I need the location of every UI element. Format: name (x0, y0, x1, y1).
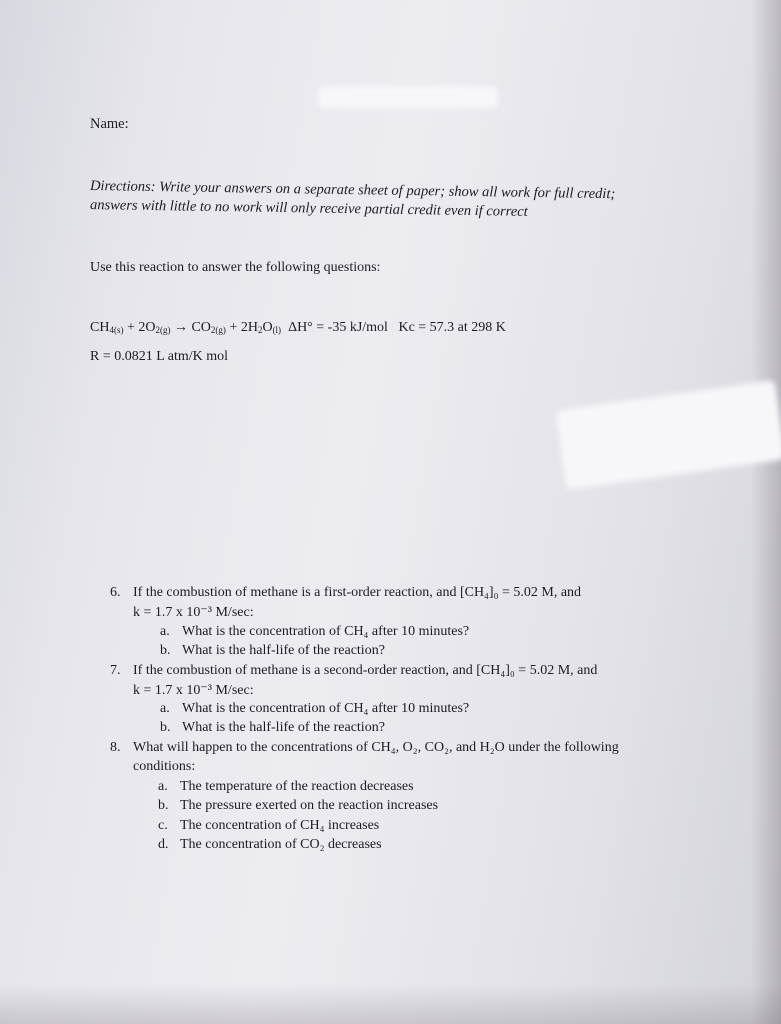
question-8d-text: The concentration of CO₂ decreases (180, 837, 382, 852)
question-7a-letter: a. (160, 701, 170, 716)
question-8-line-2: conditions: (133, 759, 196, 774)
question-8-number: 8. (110, 740, 121, 755)
question-7b-letter: b. (160, 720, 171, 735)
question-8a-text: The temperature of the reaction decreases (180, 779, 414, 794)
intro-text: Use this reaction to answer the following questions: (90, 260, 381, 275)
equilibrium-constant: Kc = 57.3 at 298 K (398, 320, 506, 335)
page-bottom-shadow (0, 984, 781, 1024)
question-7b-text: What is the half-life of the reaction? (182, 720, 385, 735)
directions-line-2: answers with little to no work will only receive partial credit even if correct (89, 197, 528, 220)
gas-constant: R = 0.0821 L atm/K mol (90, 349, 229, 364)
reaction-equation: $CH_{4(s)} + 2O_{2(g)} \to CO_{2(g)} + 2H_2O_{(l)}$ ΔH° = -35 kJ/mol Kc = 57.3 at 298 K (90, 320, 506, 335)
question-6a-text: What is the concentration of CH₄ after 10 minutes? (182, 624, 470, 639)
question-6b-text: What is the half-life of the reaction? (182, 643, 385, 658)
question-7-number: 7. (110, 663, 121, 678)
enthalpy-value: ΔH° = -35 kJ/mol (288, 320, 388, 335)
page-edge-shadow (751, 0, 781, 1024)
question-8d-letter: d. (158, 837, 169, 852)
question-7a-text: What is the concentration of CH₄ after 10 minutes? (182, 701, 470, 716)
question-6b-letter: b. (160, 643, 171, 658)
question-8c-text: The concentration of CH₄ increases (180, 818, 380, 833)
question-8c-letter: c. (158, 818, 168, 833)
question-8b-letter: b. (158, 798, 169, 813)
redaction-mark-top (318, 86, 498, 108)
question-6a-letter: a. (160, 624, 170, 639)
question-7-line-2: k = 1.7 x 10⁻³ M/sec: (133, 683, 254, 698)
name-label: Name: (90, 116, 129, 132)
question-6-number: 6. (110, 585, 121, 600)
question-6-line-2: k = 1.7 x 10⁻³ M/sec: (133, 605, 254, 620)
question-8-line-1: What will happen to the concentrations of CH₄, O₂, CO₂, and H₂O under the following (133, 740, 619, 755)
question-7-line-1: If the combustion of methane is a second-order reaction, and [CH₄]₀ = 5.02 M, and (133, 663, 598, 678)
directions-line-1: Directions: Write your answers on a separate sheet of paper; show all work for full credit; (89, 178, 616, 203)
question-8b-text: The pressure exerted on the reaction increases (180, 798, 439, 813)
question-6-line-1: If the combustion of methane is a first-order reaction, and [CH₄]₀ = 5.02 M, and (133, 585, 582, 600)
question-8a-letter: a. (158, 779, 168, 794)
